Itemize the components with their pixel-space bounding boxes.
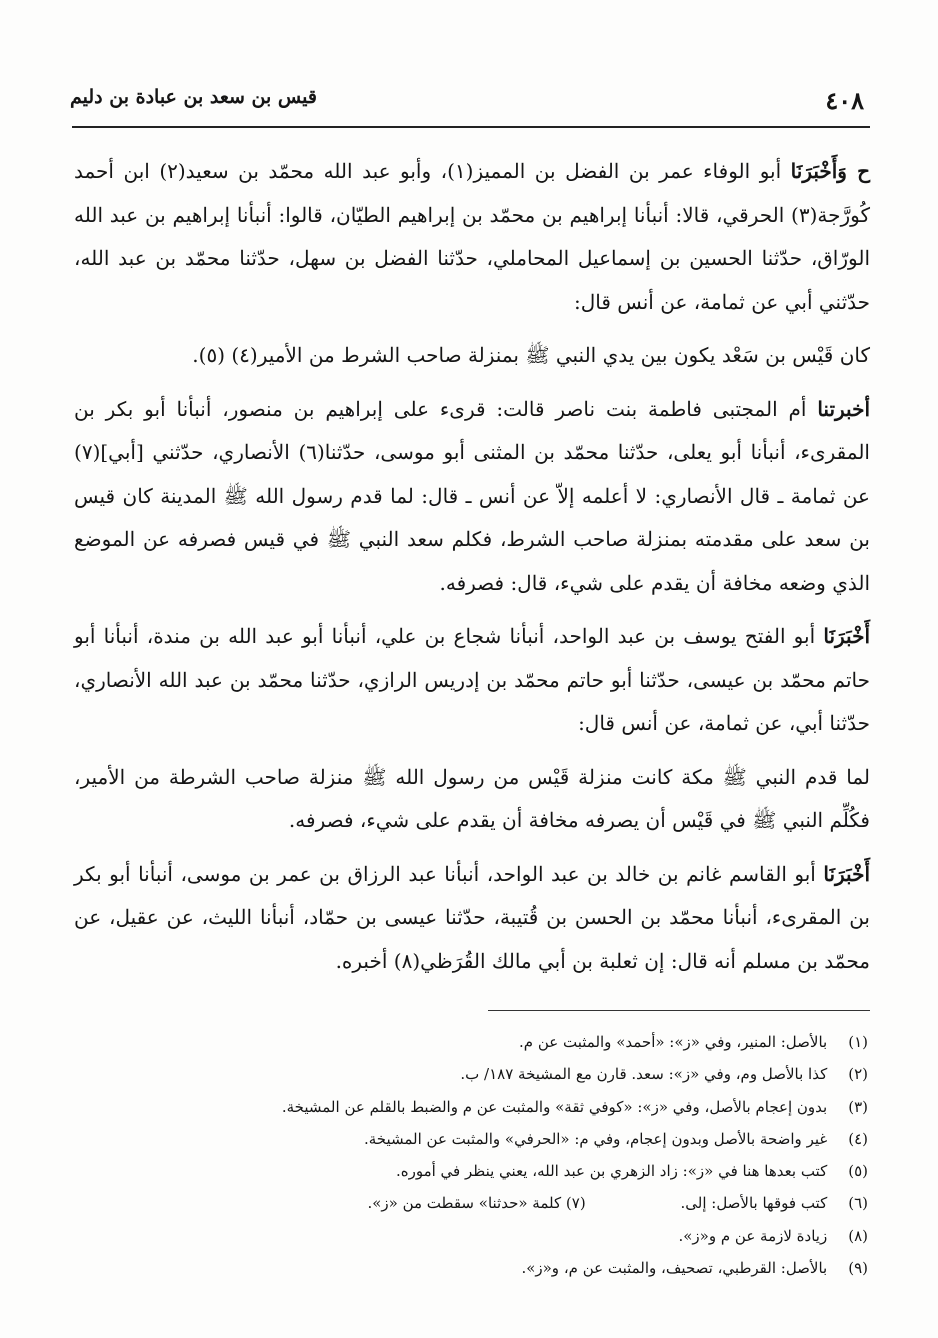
chain-lead-word: أخبرتنا [817, 396, 870, 421]
footnotes [74, 1026, 868, 1284]
footnote-number: (٦) [848, 1194, 868, 1213]
footnote-number: (٥) [848, 1162, 868, 1181]
paragraph-text: لما قدم النبي ﷺ مكة كانت منزلة قَيْس من رسول الله ﷺ منزلة صاحب الشرطة من الأمير، فكُلِّم النبي ﷺ في قَيْس أن يصرفه مخافة أن يقدم على شيء، فصرفه. [74, 764, 870, 832]
paragraph [74, 756, 870, 843]
footnote-text: بدون إعجام بالأصل، وفي «ز»: «كوفي ثقة» والمثبت عن م والضبط بالقلم عن المشيخة. [281, 1097, 828, 1116]
footnote-text: غير واضحة بالأصل وبدون إعجام، وفي م: «الحرفي» والمثبت عن المشيخة. [363, 1129, 828, 1148]
paragraph [74, 388, 870, 606]
footnote [74, 1220, 868, 1252]
footnote-divider [488, 1010, 870, 1011]
paragraph [74, 150, 870, 324]
running-title: قيس بن سعد بن عبادة بن دليم [70, 86, 317, 108]
footnote [74, 1187, 868, 1219]
footnote [74, 1058, 868, 1090]
footnote-number: (٤) [848, 1129, 868, 1148]
footnote-number: (٧) [565, 1194, 586, 1213]
footnote-text: كلمة «حدثنا» سقطت من «ز». [367, 1194, 562, 1213]
footnote-text: كتب فوقها بالأصل: إلى. [680, 1194, 828, 1213]
chain-lead-word: أَخْبَرَنَا [823, 861, 870, 886]
footnote-text: بالأصل: المنير، وفي «ز»: «أحمد» والمثبت عن م. [519, 1033, 828, 1051]
paragraph-text: أبو الوفاء عمر بن الفضل بن المميز(١)، وأبو عبد الله محمّد بن سعيد(٢) ابن أحمد كُورَّجة(٣) الحرقي، قالا: أنبأنا إبراهيم بن محمّد بن إبراهيم الطيّان، قالوا: أنبأنا إبراهيم بن عبد الله الورّاق، حدّثنا الحسين بن إسماعيل المحاملي، حدّثنا الفضل بن سهل، حدّثنا محمّد بن عبد الله، حدّثني أبي عن ثمامة، عن أنس قال: [74, 159, 870, 314]
paragraph-text: أبو القاسم غانم بن خالد بن عبد الواحد، أنبأنا عبد الرزاق بن عمر بن موسى، أنبأنا أبو بكر بن المقرىء، أنبأنا محمّد بن الحسن بن قُتيبة، حدّثنا عيسى بن حمّاد، أنبأنا الليث، عن عقيل، عن محمّد بن مسلم أنه قال: إن ثعلبة بن أبي مالك القُرَظي(٨) أخبره. [74, 861, 870, 973]
footnote-number: (٣) [848, 1097, 868, 1116]
page-number: ٤٠٨ [825, 86, 864, 115]
footnote [74, 1155, 868, 1187]
footnote-text: بالأصل: القرطبي، تصحيف، والمثبت عن م، و«ز». [521, 1259, 828, 1278]
footnote-text: زيادة لازمة عن م و«ز». [678, 1226, 828, 1245]
page-header [70, 80, 870, 124]
paragraph [74, 853, 870, 984]
paragraph-text: أبو الفتح يوسف بن عبد الواحد، أنبأنا شجاع بن علي، أنبأنا أبو عبد الله بن مندة، أنبأنا أبو حاتم محمّد بن عيسى، حدّثنا أبو حاتم محمّد بن إدريس الرازي، حدّثنا محمّد بن عبد الله الأنصاري، حدّثنا أبي، عن ثمامة، عن أنس قال: [74, 624, 870, 735]
footnote [74, 1091, 868, 1123]
footnote [74, 1026, 868, 1058]
main-text [74, 150, 870, 983]
footnote-number: (٩) [848, 1259, 868, 1278]
footnote-number: (٢) [848, 1065, 868, 1084]
footnote-number: (٨) [848, 1226, 868, 1245]
paragraph-text: كان قَيْس بن سَعْد يكون بين يدي النبي ﷺ بمنزلة صاحب الشرط من الأمير(٤) (٥). [192, 343, 870, 367]
chain-lead-word: أَخْبَرَنَا [823, 624, 870, 648]
footnote [74, 1123, 868, 1155]
header-divider [72, 126, 870, 128]
footnote-number: (١) [848, 1033, 868, 1051]
footnote-text: كتب بعدها هنا في «ز»: زاد الزهري بن عبد الله، يعني ينظر في أموره. [395, 1162, 828, 1181]
chain-lead-word: ح وَأَخْبَرَنَا [790, 159, 870, 183]
paragraph-text: أم المجتبى فاطمة بنت ناصر قالت: قرىء على إبراهيم بن منصور، أنبأنا أبو بكر بن المقرىء، أنبأنا أبو يعلى، حدّثنا محمّد بن المثنى أبو موسى، حدّثنا(٦) الأنصاري، حدّثني [أبي](٧) عن ثمامة ـ قال الأنصاري: لا أعلمه إلاّ عن أنس ـ قال: لما قدم رسول الله ﷺ المدينة كان قيس بن سعد على مقدمته بمنزلة صاحب الشرط، فكلم سعد النبي ﷺ في قيس فصرفه عن الموضع الذي وضعه مخافة أن يقدم على شيء، قال: فصرفه. [74, 396, 870, 595]
paragraph [74, 334, 870, 378]
footnote [74, 1252, 868, 1284]
paragraph [74, 615, 870, 746]
footnote-text: كذا بالأصل وم، وفي «ز»: سعد. قارن مع المشيخة ١٨٧/ ب. [460, 1065, 828, 1084]
